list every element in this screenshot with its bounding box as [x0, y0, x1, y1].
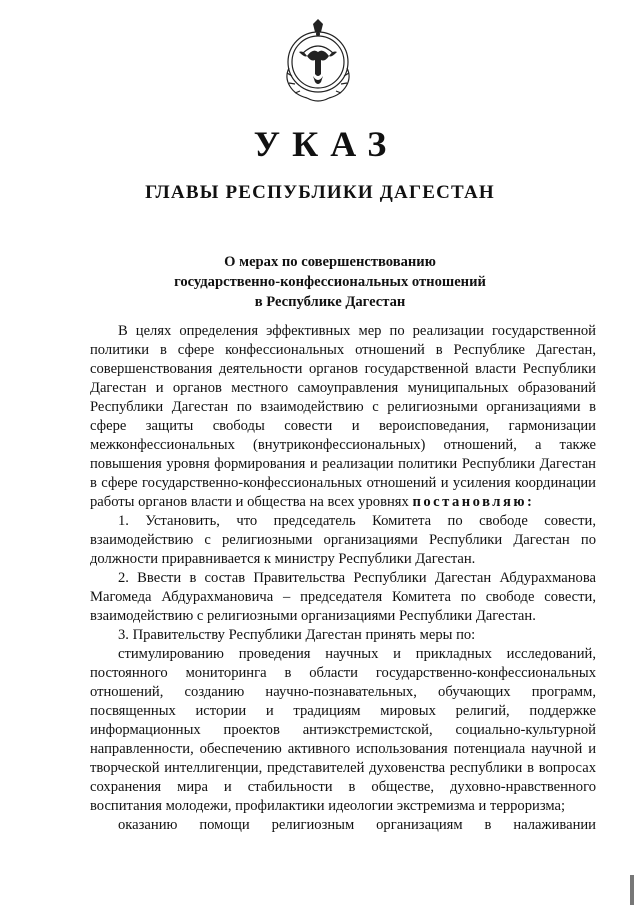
item-paragraph: 1. Установить, что председатель Комитета по свободе совести, взаимодействию с религиозными организациями Республики Дагестан по должности приравнивается к министру Республики Дагестан.	[90, 513, 596, 567]
document-body	[90, 322, 596, 835]
decree-word: постановляю:	[412, 494, 535, 510]
heading-line: О мерах по совершенствованию	[224, 254, 436, 270]
document-subtitle: ГЛАВЫ РЕСПУБЛИКИ ДАГЕСТАН	[145, 182, 495, 203]
item-paragraph: 2. Ввести в состав Правительства Республики Дагестан Абдурахманова Магомеда Абдурахмановича – председателя Комитета по свободе совести, взаимодействию с религиозными организациями Республики Дагестан.	[90, 570, 596, 624]
coat-of-arms-icon	[277, 18, 359, 104]
heading-line: в Республике Дагестан	[254, 294, 406, 310]
document-title: УКАЗ	[253, 124, 399, 164]
preamble-paragraph	[90, 322, 596, 512]
item-paragraph: 3. Правительству Республики Дагестан принять меры по:	[118, 627, 476, 643]
heading-line: государственно-конфессиональных отношений	[174, 274, 486, 290]
document-heading	[120, 252, 540, 312]
item-paragraph: оказанию помощи религиозным организациям в налаживании	[118, 817, 596, 833]
preamble-text: В целях определения эффективных мер по реализации государственной политики в сфере конфессиональных отношений в Республике Дагестан, совершенствования деятельности органов государственной власти Республики Дагестан и органов местного самоуправления муниципальных образований Республики Дагестан по взаимодействию с религиозными организациями в сфере защиты свободы совести и вероисповедания, гармонизации межконфессиональных (внутриконфессиональных) отношений, а также повышения уровня формирования и реализации политики Республики Дагестан в сфере государственно-конфессиональных отношений и усиления координации работы органов власти и общества на всех уровнях	[90, 323, 596, 510]
item-paragraph: стимулированию проведения научных и прикладных исследований, постоянного мониторинга в области государственно-конфессиональных отношений, созданию научно-познавательных, обучающих программ, посвященных истории и традициям мировых религий, поддержке информационных проектов антиэкстремистской, социально-культурной направленности, обеспечению активного использования потенциала научной и творческой интеллигенции, представителей духовенства республики в вопросах сохранения мира и стабильности в обществе, духовно-нравственного воспитания молодежи, профилактики идеологии экстремизма и терроризма;	[90, 646, 596, 814]
scan-edge	[630, 875, 634, 905]
